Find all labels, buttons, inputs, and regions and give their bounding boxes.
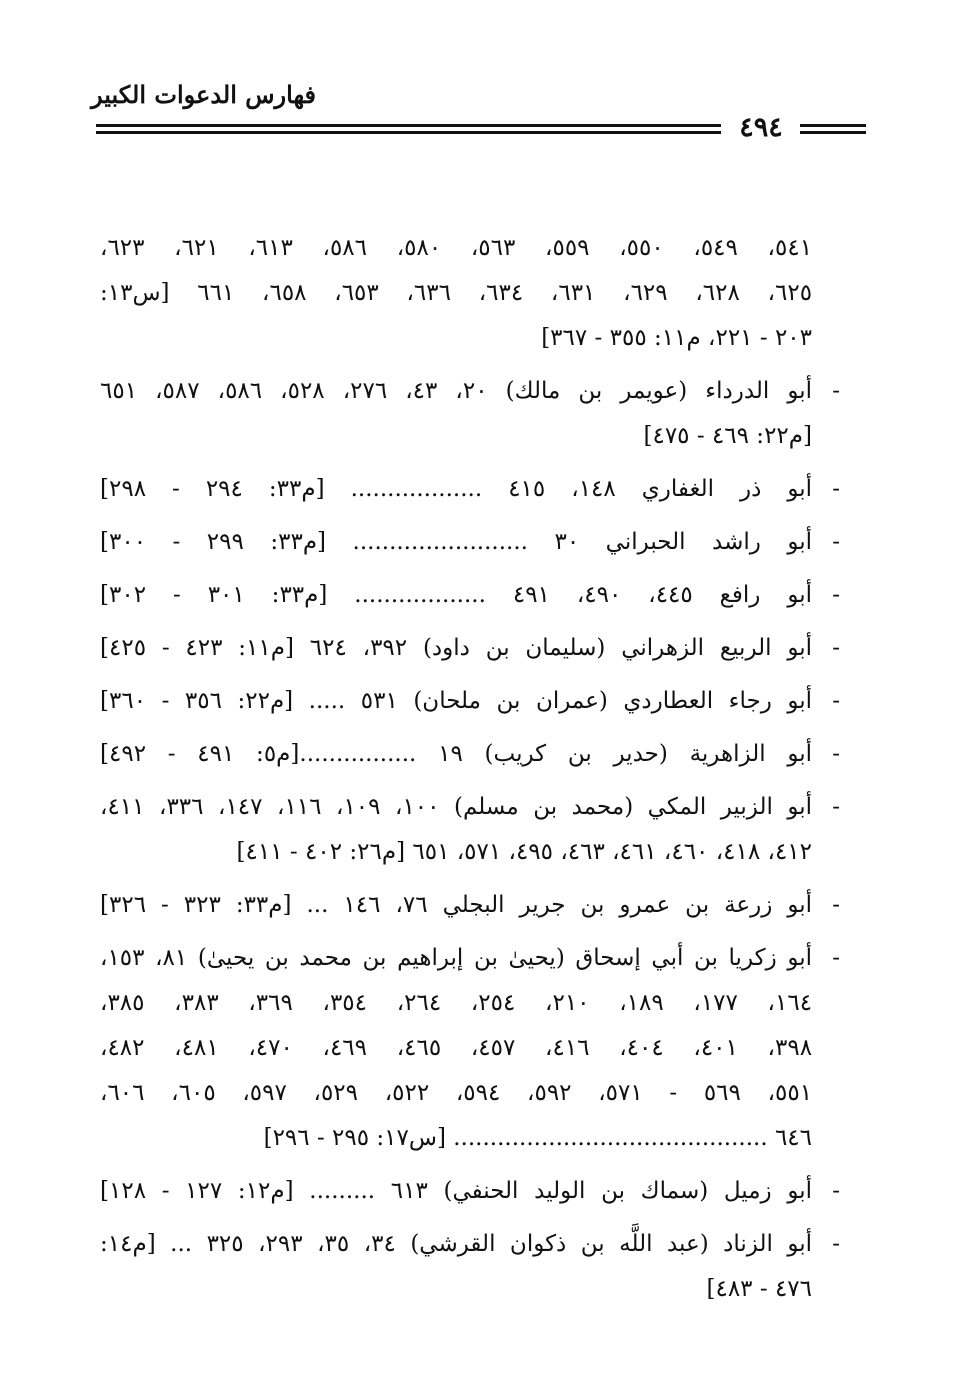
index-entry [100,573,840,618]
page-number-rule-bottom [800,131,866,134]
entry-dash: - [832,476,840,502]
running-title: فهارس الدعوات الكبير [91,80,316,109]
entry-line: [م٢٢: ٤٦٩ - ٤٧٥] [643,423,812,449]
entry-line: ٥٥١، ٥٦٩ - ٥٧١، ٥٩٢، ٥٩٤، ٥٢٢، ٥٢٩، ٥٩٧، ٦٠٥، ٦٠٦، [100,1080,813,1106]
entry-line: أبو الدرداء (عويمر بن مالك) ٢٠، ٤٣، ٢٧٦، ٥٢٨، ٥٨٦، ٥٨٧، ٦٥١ [100,378,813,404]
entry-line: أبو الزناد (عبد اللَّه بن ذكوان القرشي) ٣٤، ٣٥، ٢٩٣، ٣٢٥ ... [م١٤: [100,1231,813,1257]
index-entry [100,936,840,1161]
index-entry [100,883,840,928]
entry-line: ٤١٢، ٤١٨، ٤٦٠، ٤٦١، ٤٦٣، ٤٩٥، ٥٧١، ٦٥١ [م٢٦: ٤٠٢ - ٤١١] [236,839,812,865]
entry-dash: - [832,582,840,608]
entry-line: أبو زرعة بن عمرو بن جرير البجلي ٧٦، ١٤٦ ... [م٣٣: ٣٢٣ - ٣٢٦] [100,892,812,918]
entry-line: ٣٩٨، ٤٠١، ٤٠٤، ٤١٦، ٤٥٧، ٤٦٥، ٤٦٩، ٤٧٠، ٤٨١، ٤٨٢، [100,1035,813,1061]
entry-dash: - [832,892,840,918]
entry-line: ٦٢٥، ٦٢٨، ٦٢٩، ٦٣١، ٦٣٤، ٦٣٦، ٦٥٣، ٦٥٨، ٦٦١ [س١٣: [100,280,813,306]
entry-line: أبو زكريا بن أبي إسحاق (يحيىٰ بن إبراهيم بن محمد بن يحيىٰ) ٨١، ١٥٣، [100,945,812,971]
entry-dash: - [832,378,840,404]
entry-line: أبو زميل (سماك بن الوليد الحنفي) ٦١٣ ......... [م١٢: ١٢٧ - ١٢٨] [100,1178,812,1204]
entry-line: أبو ذر الغفاري ١٤٨، ٤١٥ .................. [م٣٣: ٢٩٤ - ٢٩٨] [100,476,813,502]
index-entry [100,732,840,777]
entry-line: أبو راشد الحبراني ٣٠ ........................ [م٣٣: ٢٩٩ - ٣٠٠] [100,529,812,555]
index-entry [100,1222,840,1312]
entry-line: أبو الزبير المكي (محمد بن مسلم) ١٠٠، ١٠٩، ١١٦، ١٤٧، ٣٣٦، ٤١١، [100,794,813,820]
entry-dash: - [832,688,840,714]
entry-dash: - [832,1178,840,1204]
entry-dash: - [832,529,840,555]
entry-line: ٦٤٦ ........................................... [س١٧: ٢٩٥ - ٢٩٦] [263,1125,812,1151]
entry-line: ٥٤١، ٥٤٩، ٥٥٠، ٥٥٩، ٥٦٣، ٥٨٠، ٥٨٦، ٦١٣، ٦٢١، ٦٢٣، [100,235,813,261]
entry-line: أبو الربيع الزهراني (سليمان بن داود) ٣٩٢، ٦٢٤ [م١١: ٤٢٣ - ٤٢٥] [100,635,813,661]
entry-line: ١٦٤، ١٧٧، ١٨٩، ٢١٠، ٢٥٤، ٢٦٤، ٣٥٤، ٣٦٩، ٣٨٣، ٣٨٥، [100,990,813,1016]
header-rule-bottom [96,131,721,134]
entry-dash: - [832,741,840,767]
entry-line: ٤٧٦ - ٤٨٣] [706,1276,812,1302]
entry-line: أبو الزاهرية (حدير بن كريب) ١٩ ................[م٥: ٤٩١ - ٤٩٢] [100,741,812,767]
index-entry [100,679,840,724]
entry-line: ٢٠٣ - ٢٢١، م١١: ٣٥٥ - ٣٦٧] [541,325,812,351]
page-number: ٤٩٤ [739,112,783,143]
header-rule-top [96,124,721,127]
index-entry [100,369,840,459]
page-number-rule-top [800,124,866,127]
entry-dash: - [832,945,840,971]
index-entries [100,226,840,1320]
index-entry [100,467,840,512]
entry-line: أبو رافع ٤٤٥، ٤٩٠، ٤٩١ .................. [م٣٣: ٣٠١ - ٣٠٢] [100,582,813,608]
index-entry [100,626,840,671]
entry-dash: - [832,635,840,661]
index-entry [100,1169,840,1214]
index-entry [100,785,840,875]
index-entry [100,520,840,565]
index-entry [100,226,840,361]
entry-dash: - [832,794,840,820]
entry-line: أبو رجاء العطاردي (عمران بن ملحان) ٥٣١ ..... [م٢٢: ٣٥٦ - ٣٦٠] [100,688,813,714]
entry-dash: - [832,1231,840,1257]
